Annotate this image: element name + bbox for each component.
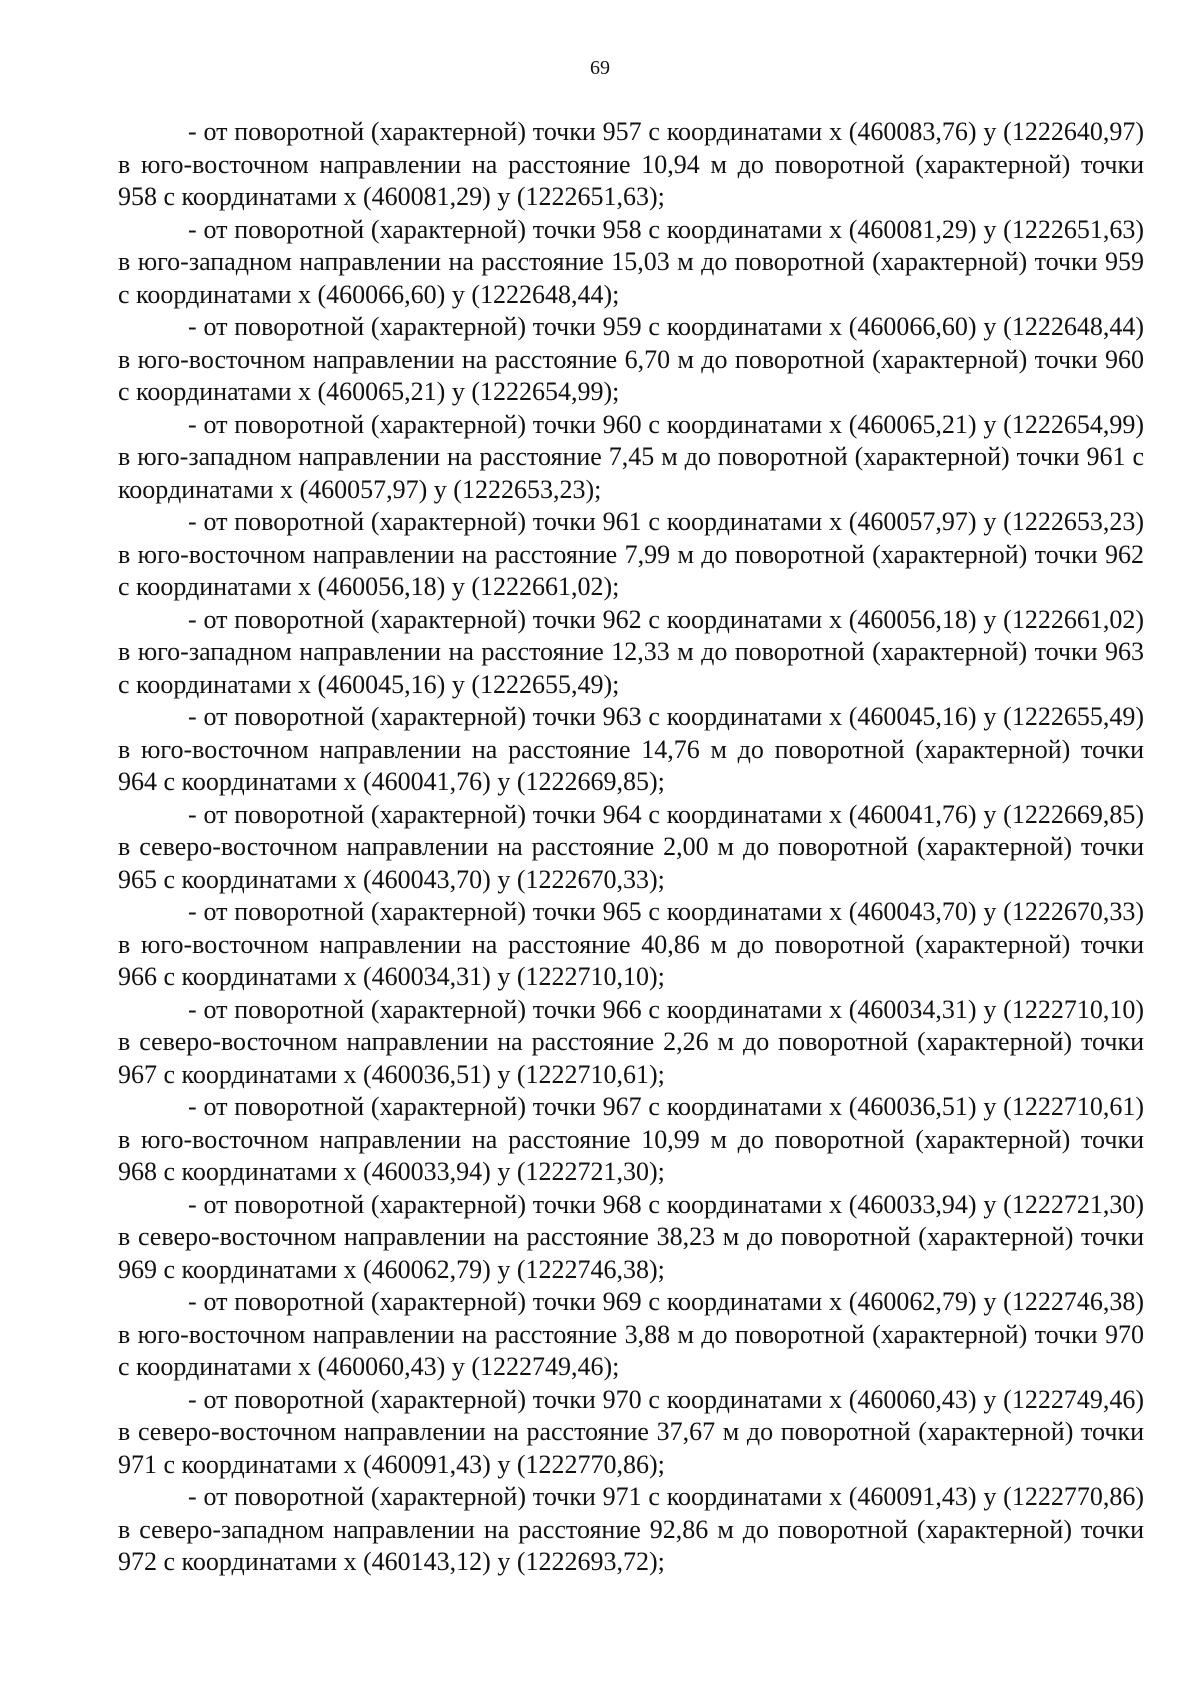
boundary-paragraph: - от поворотной (характерной) точки 962 с координатами x (460056,18) y (1222661,02) в юго-западном направлении на расстояние 12,33 м до поворотной (характерной) точки 963 с координатами x (460045,16) y (1222655,49); — [118, 604, 1144, 699]
boundary-paragraph: - от поворотной (характерной) точки 964 с координатами x (460041,76) y (1222669,85) в северо-восточном направлении на расстояние 2,00 м до поворотной (характерной) точки 965 с координатами x (460043,70) y (1222670,33); — [118, 799, 1144, 894]
boundary-paragraph: - от поворотной (характерной) точки 971 с координатами x (460091,43) y (1222770,86) в северо-западном направлении на расстояние 92,86 м до поворотной (характерной) точки 972 с координатами x (460143,12) y (1222693,72); — [118, 1482, 1144, 1576]
boundary-paragraph: - от поворотной (характерной) точки 960 с координатами x (460065,21) y (1222654,99) в юго-западном направлении на расстояние 7,45 м до поворотной (характерной) точки 961 с координатами x (460057,97) y (1222653,23); — [118, 409, 1144, 504]
boundary-paragraph: - от поворотной (характерной) точки 961 с координатами x (460057,97) y (1222653,23) в юго-восточном направлении на расстояние 7,99 м до поворотной (характерной) точки 962 с координатами x (460056,18) y (1222661,02); — [118, 507, 1144, 601]
boundary-paragraph: - от поворотной (характерной) точки 957 с координатами x (460083,76) y (1222640,97) в юго-восточном направлении на расстояние 10,94 м до поворотной (характерной) точки 958 с координатами x (460081,29) y (1222651,63); — [118, 117, 1144, 211]
boundary-paragraph: - от поворотной (характерной) точки 968 с координатами x (460033,94) y (1222721,30) в северо-восточном направлении на расстояние 38,23 м до поворотной (характерной) точки 969 с координатами x (460062,79) y (1222746,38); — [118, 1189, 1144, 1284]
boundary-paragraph: - от поворотной (характерной) точки 958 с координатами x (460081,29) y (1222651,63) в юго-западном направлении на расстояние 15,03 м до поворотной (характерной) точки 959 с координатами x (460066,60) y (1222648,44); — [118, 214, 1144, 309]
boundary-paragraph: - от поворотной (характерной) точки 966 с координатами x (460034,31) y (1222710,10) в северо-восточном направлении на расстояние 2,26 м до поворотной (характерной) точки 967 с координатами x (460036,51) y (1222710,61); — [118, 994, 1144, 1089]
boundary-paragraph: - от поворотной (характерной) точки 969 с координатами x (460062,79) y (1222746,38) в юго-восточном направлении на расстояние 3,88 м до поворотной (характерной) точки 970 с координатами x (460060,43) y (1222749,46); — [118, 1287, 1144, 1381]
boundary-paragraph: - от поворотной (характерной) точки 959 с координатами x (460066,60) y (1222648,44) в юго-восточном направлении на расстояние 6,70 м до поворотной (характерной) точки 960 с координатами x (460065,21) y (1222654,99); — [118, 312, 1144, 406]
boundary-paragraph: - от поворотной (характерной) точки 967 с координатами x (460036,51) y (1222710,61) в юго-восточном направлении на расстояние 10,99 м до поворотной (характерной) точки 968 с координатами x (460033,94) y (1222721,30); — [118, 1092, 1144, 1186]
boundary-paragraph: - от поворотной (характерной) точки 965 с координатами x (460043,70) y (1222670,33) в юго-восточном направлении на расстояние 40,86 м до поворотной (характерной) точки 966 с координатами x (460034,31) y (1222710,10); — [118, 897, 1144, 991]
boundary-paragraph: - от поворотной (характерной) точки 970 с координатами x (460060,43) y (1222749,46) в северо-восточном направлении на расстояние 37,67 м до поворотной (характерной) точки 971 с координатами x (460091,43) y (1222770,86); — [118, 1384, 1144, 1479]
boundary-paragraph: - от поворотной (характерной) точки 963 с координатами x (460045,16) y (1222655,49) в юго-восточном направлении на расстояние 14,76 м до поворотной (характерной) точки 964 с координатами x (460041,76) y (1222669,85); — [118, 702, 1144, 796]
page-number: 69 — [590, 57, 610, 79]
document-body — [118, 116, 1144, 1579]
